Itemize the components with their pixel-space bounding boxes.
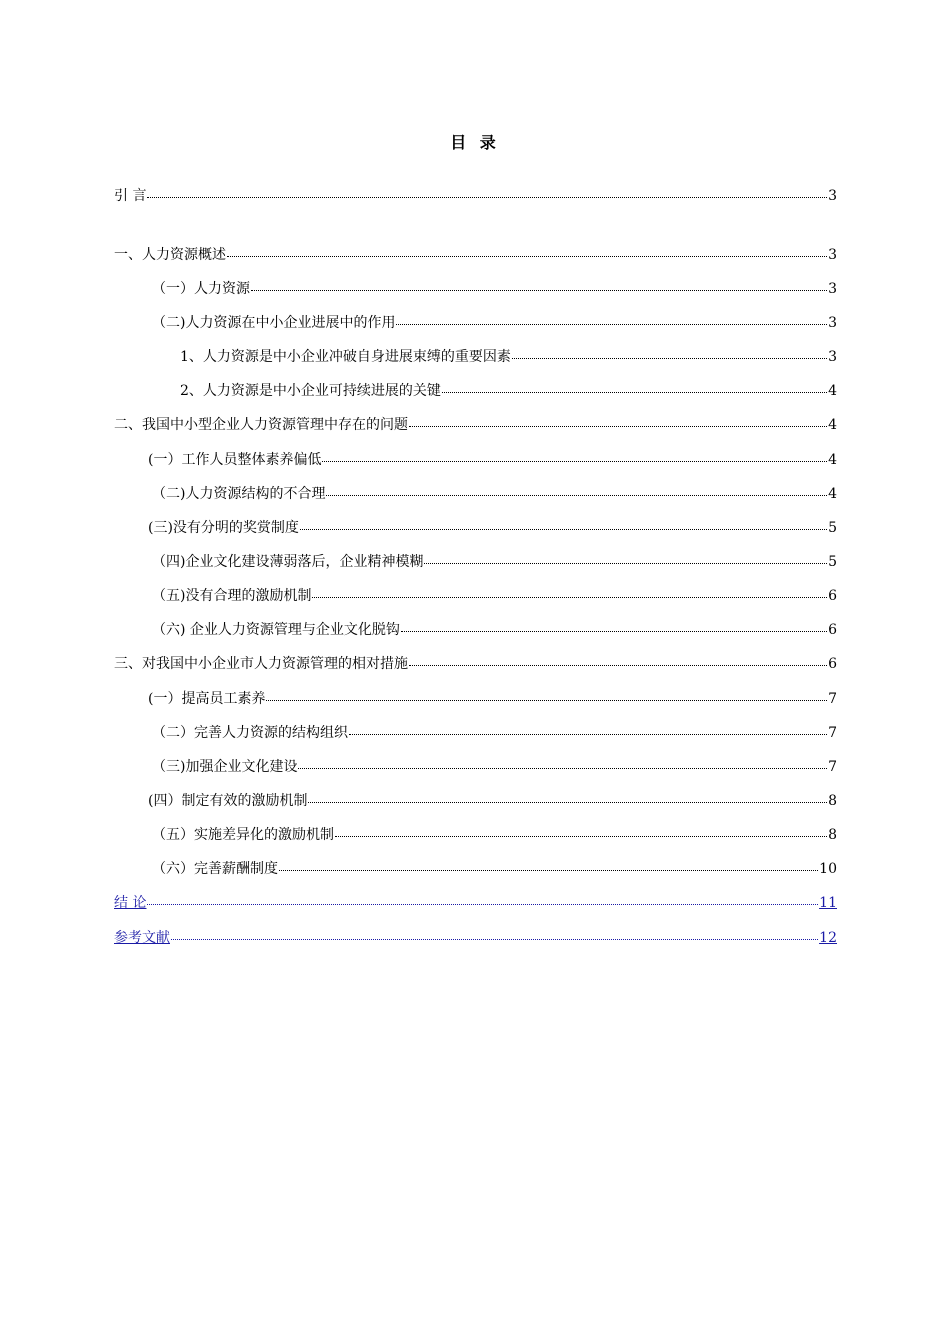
toc-entry (114, 412, 837, 434)
toc-entry (114, 549, 837, 571)
toc-page-number: 3 (828, 247, 837, 263)
toc-entry-label: （二)人力资源在中小企业进展中的作用 (152, 315, 396, 331)
toc-entry-label: （一）人力资源 (152, 281, 250, 297)
toc-entry (114, 856, 837, 878)
toc-entry (114, 754, 837, 776)
toc-entry (114, 183, 837, 205)
toc-leader-dots (401, 630, 827, 632)
toc-entry (114, 378, 837, 400)
toc-page-number: 4 (828, 452, 837, 468)
toc-entry-label: 一、人力资源概述 (114, 247, 226, 263)
toc-entry (114, 651, 837, 673)
toc-entry (114, 447, 837, 469)
toc-entry-label: （六) 企业人力资源管理与企业文化脱钩 (152, 622, 400, 638)
toc-entry (114, 822, 837, 844)
toc-entry (114, 583, 837, 605)
toc-leader-dots (251, 289, 827, 291)
toc-page-number: 8 (828, 827, 837, 843)
toc-page-number: 7 (828, 759, 837, 775)
toc-entry (114, 310, 837, 332)
toc-page-number: 5 (828, 520, 837, 536)
toc-entry-label: （五)没有合理的激励机制 (152, 588, 312, 604)
toc-page-number: 3 (828, 281, 837, 297)
toc-leader-dots (322, 460, 827, 462)
toc-entry-label: 参考文献 (114, 930, 170, 946)
toc-leader-dots (279, 869, 818, 871)
toc-page-number: 11 (819, 895, 837, 911)
toc-entry-label: 2、人力资源是中小企业可持续进展的关键 (180, 383, 441, 399)
toc-entry (114, 344, 837, 366)
toc-page-number: 3 (828, 188, 837, 204)
table-of-contents (114, 0, 837, 1344)
toc-entry-label: 三、对我国中小企业市人力资源管理的相对措施 (114, 656, 408, 672)
toc-leader-dots (335, 835, 827, 837)
toc-leader-dots (300, 528, 827, 530)
toc-entry-label: 结 论 (114, 895, 147, 911)
toc-entry (114, 242, 837, 264)
toc-page-number: 10 (819, 861, 837, 877)
toc-page-number: 12 (819, 930, 837, 946)
toc-page-number: 6 (828, 656, 837, 672)
toc-entry (114, 617, 837, 639)
toc-page-number: 6 (828, 588, 837, 604)
toc-entry-label: （五）实施差异化的激励机制 (152, 827, 334, 843)
toc-entry-label: 引 言 (114, 188, 147, 204)
toc-page-number: 6 (828, 622, 837, 638)
toc-leader-dots (512, 357, 827, 359)
toc-entry-label: 二、我国中小型企业人力资源管理中存在的问题 (114, 417, 408, 433)
toc-leader-dots (442, 391, 827, 393)
toc-entry-label: （二)人力资源结构的不合理 (152, 486, 326, 502)
toc-page-number: 7 (828, 691, 837, 707)
toc-entry-label: 1、人力资源是中小企业冲破自身进展束缚的重要因素 (180, 349, 511, 365)
toc-leader-dots (266, 699, 827, 701)
toc-page-number: 7 (828, 725, 837, 741)
toc-leader-dots (147, 903, 818, 905)
toc-title: 目 录 (450, 133, 500, 152)
toc-entry (114, 515, 837, 537)
toc-entry (114, 686, 837, 708)
toc-page-number: 8 (828, 793, 837, 809)
toc-entry-label: （四)企业文化建设薄弱落后，企业精神模糊 (152, 554, 424, 570)
toc-link-entry[interactable] (114, 925, 837, 947)
toc-entry-label: (三)没有分明的奖赏制度 (148, 520, 299, 536)
toc-leader-dots (349, 733, 827, 735)
toc-link-entry[interactable] (114, 890, 837, 912)
toc-entry-label: （二）完善人力资源的结构组织 (152, 725, 348, 741)
toc-page-number: 5 (828, 554, 837, 570)
toc-leader-dots (298, 767, 827, 769)
toc-page-number: 4 (828, 486, 837, 502)
toc-page-number: 3 (828, 315, 837, 331)
toc-entry-label: (四）制定有效的激励机制 (148, 793, 308, 809)
toc-entry (114, 720, 837, 742)
toc-entry-label: （六）完善薪酬制度 (152, 861, 278, 877)
toc-page-number: 4 (828, 383, 837, 399)
toc-page-number: 4 (828, 417, 837, 433)
toc-leader-dots (396, 323, 827, 325)
toc-entry-label: (一）提高员工素养 (148, 691, 266, 707)
toc-leader-dots (308, 801, 827, 803)
toc-entry-label: （三)加强企业文化建设 (152, 759, 298, 775)
toc-leader-dots (227, 255, 827, 257)
toc-leader-dots (171, 938, 818, 940)
toc-entry (114, 788, 837, 810)
toc-page-number: 3 (828, 349, 837, 365)
toc-leader-dots (424, 562, 827, 564)
toc-leader-dots (312, 596, 827, 598)
toc-leader-dots (409, 664, 827, 666)
toc-leader-dots (326, 494, 827, 496)
toc-entry-label: (一）工作人员整体素养偏低 (148, 452, 322, 468)
toc-entry (114, 481, 837, 503)
toc-leader-dots (409, 425, 827, 427)
toc-leader-dots (147, 196, 827, 198)
toc-entry (114, 276, 837, 298)
